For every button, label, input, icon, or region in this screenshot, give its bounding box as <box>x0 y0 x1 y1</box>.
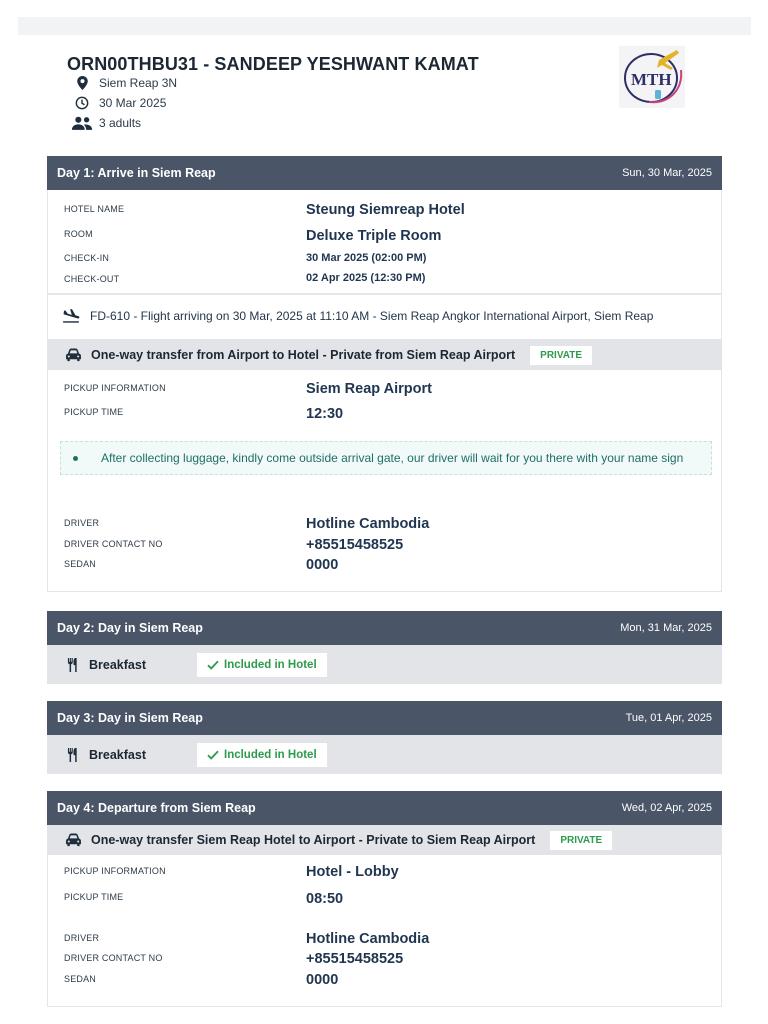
checkin-value: 30 Mar 2025 (02:00 PM) <box>306 252 427 264</box>
meal-label: Breakfast <box>89 747 146 762</box>
clock-icon <box>71 96 93 110</box>
company-logo <box>619 46 685 108</box>
day-3-section <box>47 701 722 774</box>
fork-knife-icon <box>67 748 80 762</box>
transfer-2-bar <box>47 825 722 855</box>
meal-status: Included in Hotel <box>224 748 317 761</box>
day-3-header <box>47 701 722 735</box>
room-label: ROOM <box>64 229 93 239</box>
pickup-time-label: PICKUP TIME <box>64 892 124 902</box>
pickup-time-label: PICKUP TIME <box>64 407 124 417</box>
transfer-1-details <box>47 370 722 592</box>
day-1-section <box>47 156 722 592</box>
day-2-date: Mon, 31 Mar, 2025 <box>620 622 712 634</box>
location-pin-icon <box>71 76 93 90</box>
pickup-time-value: 12:30 <box>306 406 344 422</box>
hotel-card <box>47 190 722 294</box>
pickup-time-value: 08:50 <box>306 891 344 907</box>
driver-label: DRIVER <box>64 933 100 943</box>
day-3-title: Day 3: Day in Siem Reap <box>57 711 203 725</box>
hotel-name: Steung Siemreap Hotel <box>306 202 465 218</box>
travellers-text: 3 adults <box>99 116 142 130</box>
pickup-note <box>60 441 712 475</box>
day-2-meal <box>47 645 722 684</box>
flight-card <box>47 294 722 340</box>
bullet-icon <box>73 456 78 461</box>
driver-value: Hotline Cambodia <box>306 931 430 947</box>
driver-contact-label: DRIVER CONTACT NO <box>64 953 163 963</box>
flight-landing-icon <box>62 309 80 323</box>
day-4-title: Day 4: Departure from Siem Reap <box>57 801 256 815</box>
transfer-2-details <box>47 855 722 1007</box>
meal-included-badge <box>197 743 327 767</box>
day-2-title: Day 2: Day in Siem Reap <box>57 621 203 635</box>
pickup-info-value: Hotel - Lobby <box>306 864 399 880</box>
driver-contact-value: +85515458525 <box>306 537 404 553</box>
flight-text: FD-610 - Flight arriving on 30 Mar, 2025 at 11:10 AM - Siem Reap Angkor International Airport, Siem Reap <box>90 309 654 323</box>
meal-status: Included in Hotel <box>224 658 317 671</box>
day-1-header <box>47 156 722 190</box>
day-2-section <box>47 611 722 684</box>
day-4-header <box>47 791 722 825</box>
pickup-info-label: PICKUP INFORMATION <box>64 383 166 393</box>
day-3-date: Tue, 01 Apr, 2025 <box>625 712 712 724</box>
meal-included-badge <box>197 653 327 677</box>
day-2-header <box>47 611 722 645</box>
date-row <box>71 96 166 110</box>
car-icon <box>65 348 82 362</box>
sedan-value: 0000 <box>306 972 339 988</box>
day-4-section <box>47 791 722 1007</box>
fork-knife-icon <box>67 658 80 672</box>
driver-contact-label: DRIVER CONTACT NO <box>64 539 163 549</box>
meal-label: Breakfast <box>89 657 146 672</box>
people-icon <box>71 116 93 130</box>
sedan-value: 0000 <box>306 557 339 573</box>
destination-text: Siem Reap 3N <box>99 76 178 90</box>
travellers-row <box>71 116 141 130</box>
private-badge: PRIVATE <box>530 346 592 365</box>
transfer-1-bar <box>47 340 722 370</box>
private-badge: PRIVATE <box>550 831 612 850</box>
checkout-label: CHECK-OUT <box>64 274 120 284</box>
driver-value: Hotline Cambodia <box>306 516 430 532</box>
transfer-2-title: One-way transfer Siem Reap Hotel to Airport - Private to Siem Reap Airport <box>91 833 536 847</box>
transfer-1-title: One-way transfer from Airport to Hotel - Private from Siem Reap Airport <box>91 348 516 362</box>
car-icon <box>65 833 82 847</box>
driver-label: DRIVER <box>64 518 100 528</box>
pickup-info-value: Siem Reap Airport <box>306 381 432 397</box>
sedan-label: SEDAN <box>64 559 97 569</box>
checkmark-icon <box>207 750 219 760</box>
day-1-title: Day 1: Arrive in Siem Reap <box>57 166 216 180</box>
destination-row <box>71 76 177 90</box>
top-bar <box>18 17 751 35</box>
sedan-label: SEDAN <box>64 974 97 984</box>
hotel-name-label: HOTEL NAME <box>64 204 125 214</box>
checkin-label: CHECK-IN <box>64 253 110 263</box>
checkout-value: 02 Apr 2025 (12:30 PM) <box>306 272 426 284</box>
checkmark-icon <box>207 660 219 670</box>
logo-text: MTH <box>631 70 672 89</box>
day-1-date: Sun, 30 Mar, 2025 <box>622 167 712 179</box>
day-3-meal <box>47 735 722 774</box>
pickup-note-text: After collecting luggage, kindly come outside arrival gate, our driver will wait for you there with your name sign <box>101 451 684 465</box>
room-type: Deluxe Triple Room <box>306 228 442 244</box>
flight-info <box>48 309 723 323</box>
pickup-info-label: PICKUP INFORMATION <box>64 866 166 876</box>
driver-contact-value: +85515458525 <box>306 951 404 967</box>
date-text: 30 Mar 2025 <box>99 96 167 110</box>
day-4-date: Wed, 02 Apr, 2025 <box>621 802 712 814</box>
page-title: ORN00THBU31 - SANDEEP YESHWANT KAMAT <box>67 54 479 74</box>
